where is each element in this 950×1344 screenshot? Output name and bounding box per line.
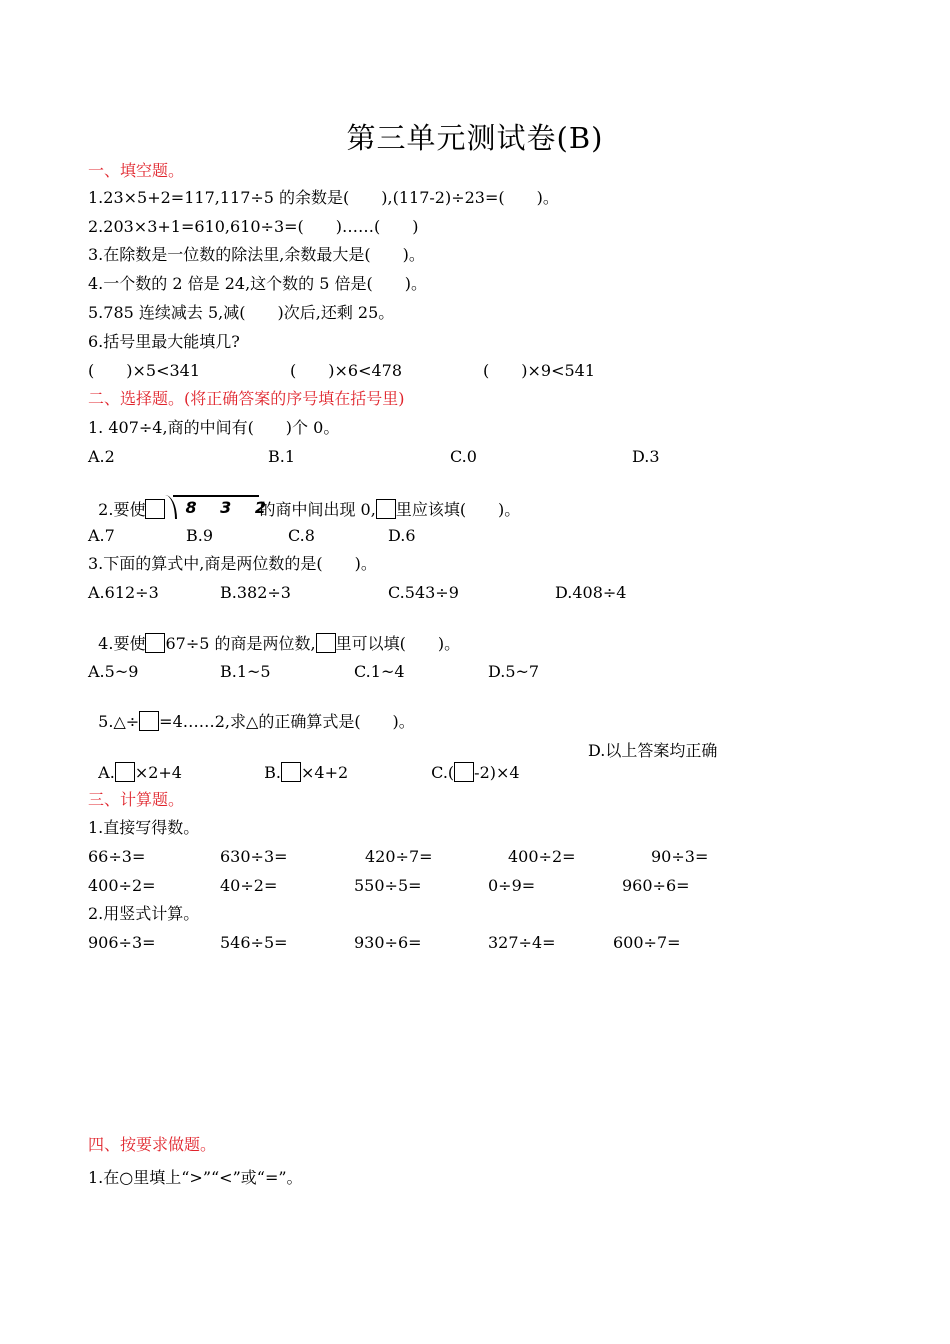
q2-2-suffix: 里应该填( )。 [395, 500, 521, 519]
q2-5-option-d: D.以上答案均正确 [588, 741, 718, 760]
section-heading-tasks: 四、按要求做题。 [88, 1135, 217, 1154]
calc-item: 420÷7= [365, 847, 433, 866]
q2-3-option-c: C.543÷9 [388, 583, 459, 602]
question-1-3: 3.在除数是一位数的除法里,余数最大是( )。 [88, 245, 425, 264]
calc-item: 90÷3= [651, 847, 709, 866]
vertical-calc-item: 930÷6= [354, 933, 422, 952]
question-1-5: 5.785 连续减去 5,减( )次后,还剩 25。 [88, 303, 395, 322]
calc-item: 960÷6= [622, 876, 690, 895]
q2-1-option-c: C.0 [450, 447, 477, 466]
q2-5-option-c: C.( -2)×4 [431, 763, 520, 782]
q2-2-option-a: A.7 [88, 526, 115, 545]
question-2-3: 3.下面的算式中,商是两位数的是( )。 [88, 554, 377, 573]
q2-2-option-d: D.6 [388, 526, 416, 545]
q2-5-option-b: B. ×4+2 [264, 763, 349, 782]
q2-1-option-d: D.3 [632, 447, 660, 466]
question-1-6-part-a: ( )×5<341 [88, 361, 201, 380]
blank-square-icon [281, 762, 301, 782]
question-2-1: 1. 407÷4,商的中间有( )个 0。 [88, 418, 340, 437]
section-heading-calculation: 三、计算题。 [88, 790, 185, 809]
calc-item: 40÷2= [220, 876, 278, 895]
vertical-calc-item: 546÷5= [220, 933, 288, 952]
calc-item: 0÷9= [488, 876, 536, 895]
question-1-6-part-c: ( )×9<541 [483, 361, 596, 380]
q2-3-option-d: D.408÷4 [555, 583, 627, 602]
q2-4-option-d: D.5~7 [488, 662, 540, 681]
section-heading-choice: 二、选择题。(将正确答案的序号填在括号里) [88, 389, 405, 408]
q2-5-option-a: A. ×2+4 [98, 763, 182, 782]
vertical-calc-item: 327÷4= [488, 933, 556, 952]
blank-square-icon [316, 633, 336, 653]
question-1-1: 1.23×5+2=117,117÷5 的余数是( ),(117-2)÷23=( )。 [88, 188, 559, 207]
q2-2-prefix: 2.要使 [98, 500, 146, 519]
q2-3-option-b: B.382÷3 [220, 583, 291, 602]
calc-sub-2: 2.用竖式计算。 [88, 904, 200, 923]
vertical-calc-item: 906÷3= [88, 933, 156, 952]
q2-4-middle: 67÷5 的商是两位数, [165, 634, 316, 653]
q2-2-middle: 的商中间出现 0, [259, 500, 376, 519]
calc-item: 400÷2= [508, 847, 576, 866]
q2-2-option-c: C.8 [288, 526, 315, 545]
question-2-2 [88, 475, 520, 521]
question-1-2: 2.203×3+1=610,610÷3=( )……( ) [88, 217, 419, 236]
blank-square-icon [139, 711, 159, 731]
question-1-6-part-b: ( )×6<478 [290, 361, 403, 380]
calc-item: 66÷3= [88, 847, 146, 866]
calc-item: 550÷5= [354, 876, 422, 895]
calc-item: 630÷3= [220, 847, 288, 866]
q2-4-option-c: C.1~4 [354, 662, 405, 681]
q2-4-prefix: 4.要使 [98, 634, 146, 653]
long-division-symbol [165, 497, 275, 519]
task-1: 1.在○里填上“>”“<”或“=”。 [88, 1168, 303, 1187]
question-1-4: 4.一个数的 2 倍是 24,这个数的 5 倍是( )。 [88, 274, 427, 293]
q2-2-option-b: B.9 [186, 526, 214, 545]
q2-4-suffix: 里可以填( )。 [335, 634, 461, 653]
question-2-4 [88, 611, 460, 655]
calc-item: 400÷2= [88, 876, 156, 895]
section-heading-fill-blank: 一、填空题。 [88, 161, 185, 180]
blank-square-icon [115, 762, 135, 782]
long-division-dividend: 8 3 2 [185, 498, 275, 517]
blank-square-icon [376, 499, 396, 519]
q2-3-option-a: A.612÷3 [88, 583, 159, 602]
calc-sub-1: 1.直接写得数。 [88, 818, 200, 837]
page-title: 第三单元测试卷(B) [346, 121, 604, 155]
blank-square-icon [454, 762, 474, 782]
q2-5-suffix: =4……2,求△的正确算式是( )。 [159, 712, 415, 731]
q2-4-option-a: A.5~9 [88, 662, 139, 681]
q2-1-option-a: A.2 [88, 447, 115, 466]
vertical-calc-item: 600÷7= [613, 933, 681, 952]
q2-1-option-b: B.1 [268, 447, 296, 466]
question-2-5 [88, 689, 415, 733]
q2-4-option-b: B.1~5 [220, 662, 271, 681]
blank-square-icon [145, 499, 165, 519]
blank-square-icon [145, 633, 165, 653]
question-1-6: 6.括号里最大能填几? [88, 332, 240, 351]
q2-5-prefix: 5.△÷ [98, 712, 140, 731]
